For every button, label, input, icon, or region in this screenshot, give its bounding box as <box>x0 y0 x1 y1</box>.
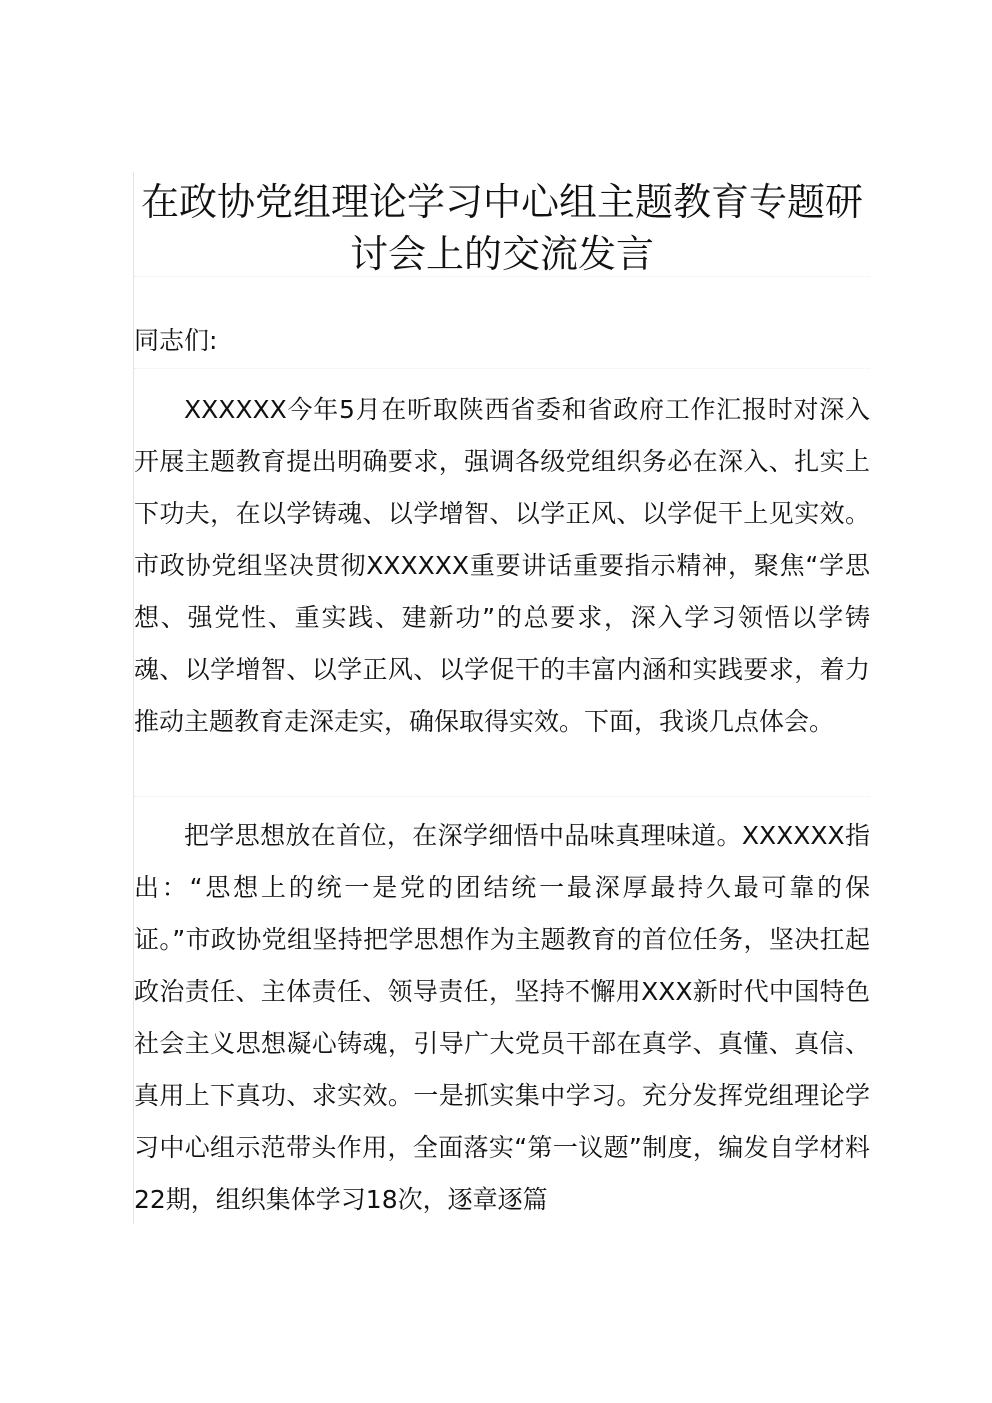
divider <box>134 276 870 277</box>
divider <box>134 368 870 369</box>
body-paragraph: XXXXXX今年5月在听取陕西省委和省政府工作汇报时对深入开展主题教育提出明确要求，强调各级党组织务必在深入、扎实上下功夫，在以学铸魂、以学增智、以学正风、以学促干上见实效。市政协党组坚决贯彻XXXXXX重要讲话重要指示精神，聚焦“学思想、强党性、重实践、建新功”的总要求，深入学习领悟以学铸魂、以学增智、以学正风、以学促干的丰富内涵和实践要求，着力推动主题教育走深走实，确保取得实效。下面，我谈几点体会。 <box>134 395 870 736</box>
divider <box>134 796 870 797</box>
body-paragraph: 把学思想放在首位，在深学细悟中品味真理味道。XXXXXX指出：“思想上的统一是党的团结统一最深厚最持久最可靠的保证。”市政协党组坚持把学思想作为主题教育的首位任务，坚决扛起政治责任、主体责任、领导责任，坚持不懈用XXX新时代中国特色社会主义思想凝心铸魂，引导广大党员干部在真学、真懂、真信、真用上下真功、求实效。一是抓实集中学习。充分发挥党组理论学习中心组示范带头作用，全面落实“第一议题”制度，编发自学材料22期，组织集体学习18次，逐章逐篇 <box>134 821 870 1214</box>
greeting: 同志们: <box>134 326 218 355</box>
document-title: 在政协党组理论学习中心组主题教育专题研讨会上的交流发言 <box>140 180 863 276</box>
